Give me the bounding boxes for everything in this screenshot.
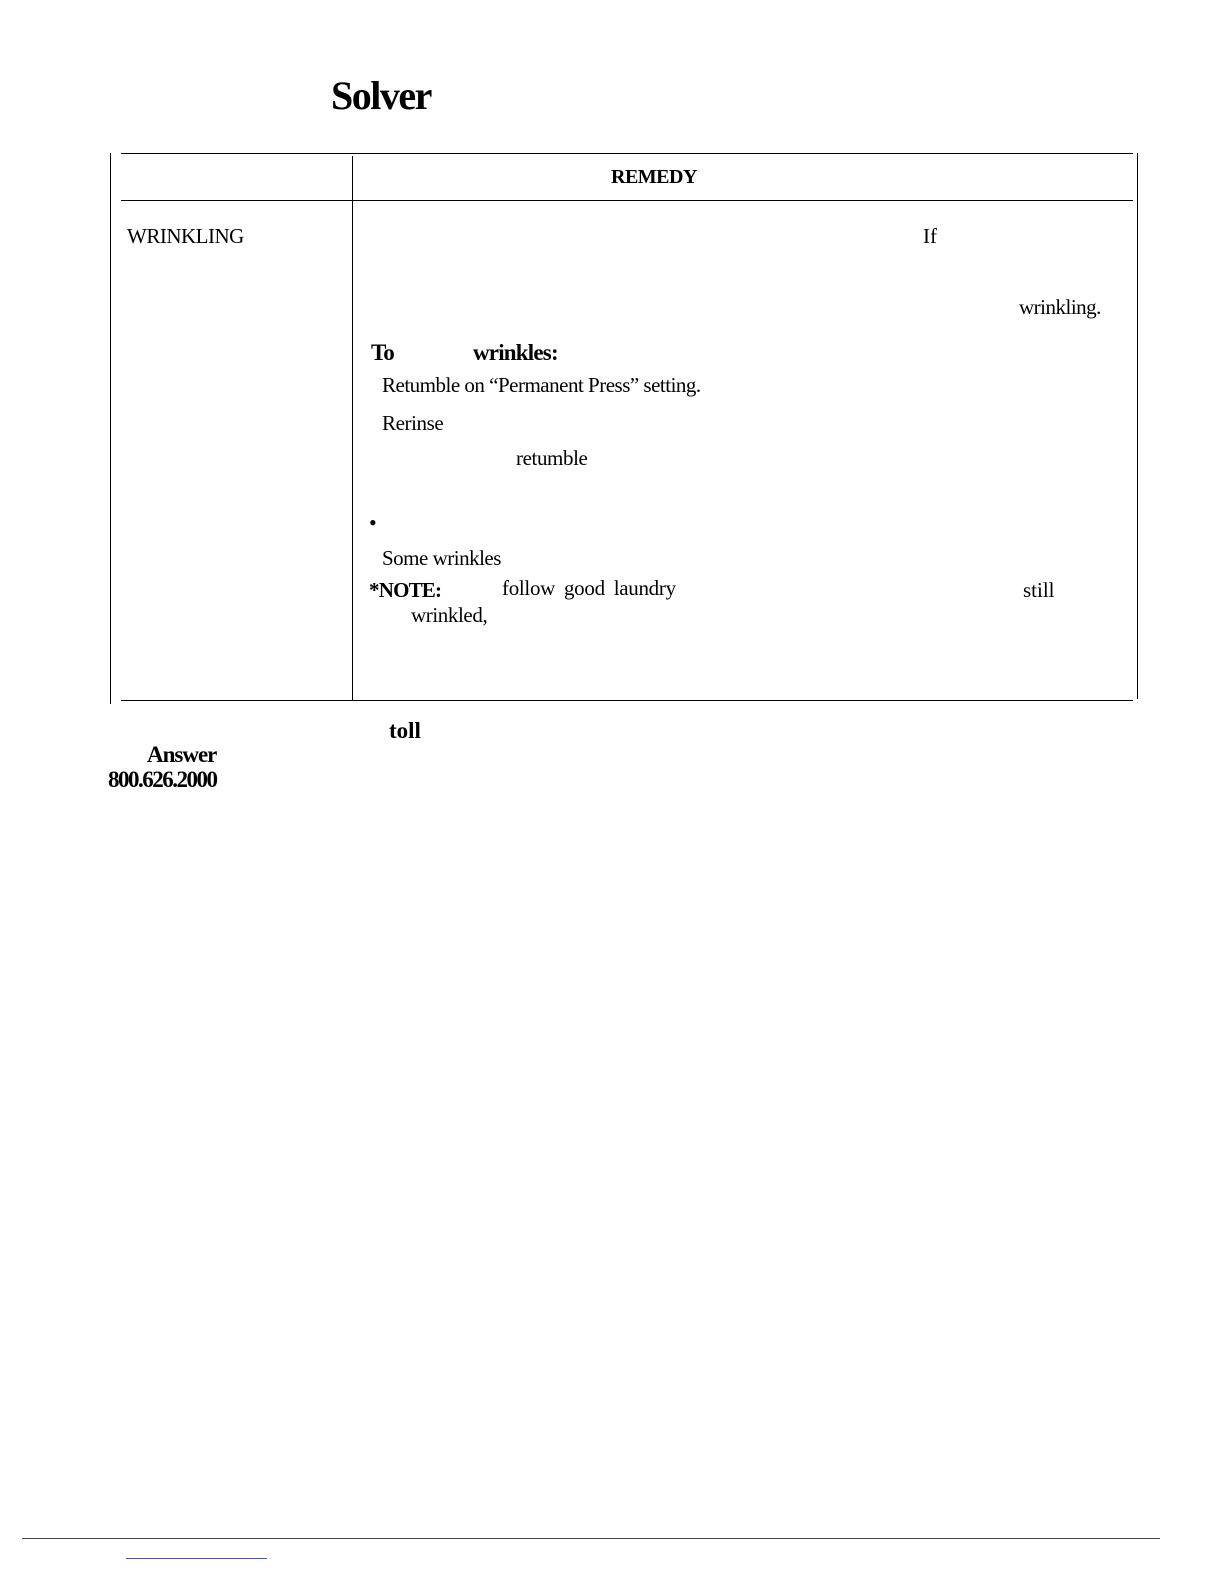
footer-answer-label: Answer [147,742,217,767]
remedy-some-wrinkles: Some wrinkles [382,546,501,570]
table-right-border [1137,153,1138,699]
note-wrinkled: wrinkled, [411,603,488,627]
remedy-bullet: • [369,510,377,535]
note-still: still [1023,578,1055,602]
remedy-rerinse: Rerinse [382,411,444,435]
table-left-border [110,153,111,704]
header-bottom-border [121,200,1133,201]
page-footer-rule [22,1538,1160,1539]
table-top-border [121,153,1133,154]
remedy-if-word: If [923,224,937,248]
remedy-retumble-line: Retumble on “Permanent Press” setting. [382,373,701,397]
problem-wrinkling: WRINKLING [127,224,244,248]
table-bottom-border [121,700,1133,701]
footer-phone-number: 800.626.2000 [108,767,217,792]
remedy-wrinkles-heading: wrinkles: [473,340,558,365]
remedy-wrinkling-word: wrinkling. [1019,295,1101,319]
remedy-to-heading: To [371,340,394,365]
remedy-retumble-word: retumble [516,446,588,470]
footer-toll-word: toll [389,718,421,743]
note-label: *NOTE: [369,578,442,602]
footer-link-underline [126,1558,267,1559]
remedy-column-header: REMEDY [611,166,697,188]
note-text: follow good laundry [502,576,676,600]
column-divider [352,156,353,701]
page-title: Solver [331,73,431,118]
